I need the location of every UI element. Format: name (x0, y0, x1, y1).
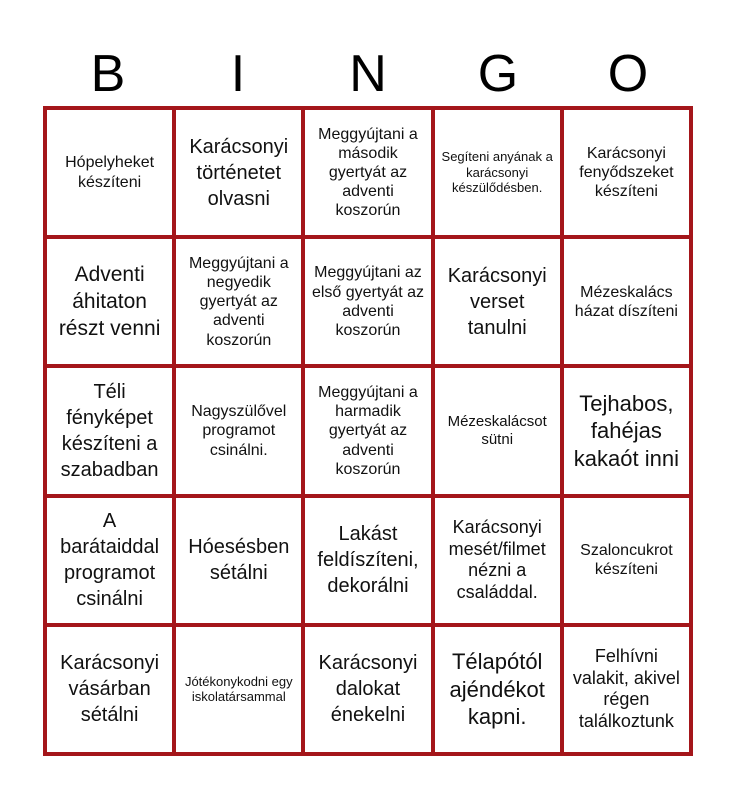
bingo-header (43, 44, 693, 104)
bingo-cell[interactable]: Karácsonyi dalokat énekelni (303, 625, 432, 754)
bingo-cell[interactable]: Meggyújtani a negyedik gyertyát az adventi koszorún (174, 237, 303, 366)
bingo-cell[interactable]: Téli fényképet készíteni a szabadban (45, 366, 174, 495)
bingo-cell[interactable]: Meggyújtani az első gyertyát az adventi koszorún (303, 237, 432, 366)
bingo-cell[interactable]: Hóesésben sétálni (174, 496, 303, 625)
bingo-cell[interactable]: Karácsonyi fenyődszeket készíteni (562, 108, 691, 237)
bingo-cell[interactable]: Karácsonyi történetet olvasni (174, 108, 303, 237)
bingo-cell[interactable]: Lakást feldíszíteni, dekorálni (303, 496, 432, 625)
bingo-cell[interactable]: Karácsonyi verset tanulni (433, 237, 562, 366)
bingo-cell[interactable]: Mézeskalácsot sütni (433, 366, 562, 495)
header-letter-b: B (90, 45, 126, 103)
bingo-cell[interactable]: Felhívni valakit, akivel régen találkoztunk (562, 625, 691, 754)
bingo-cell[interactable]: Tejhabos, fahéjas kakaót inni (562, 366, 691, 495)
bingo-cell[interactable]: Adventi áhitaton részt venni (45, 237, 174, 366)
bingo-cell[interactable]: Szaloncukrot készíteni (562, 496, 691, 625)
bingo-cell[interactable]: Hópelyheket készíteni (45, 108, 174, 237)
bingo-cell[interactable]: Karácsonyi mesét/filmet nézni a családdal. (433, 496, 562, 625)
header-letter-g: G (477, 45, 519, 103)
bingo-cell[interactable]: Nagyszülővel programot csinálni. (174, 366, 303, 495)
bingo-cell[interactable]: Meggyújtani a második gyertyát az adventi koszorún (303, 108, 432, 237)
bingo-cell[interactable]: Jótékonykodni egy iskolatársammal (174, 625, 303, 754)
bingo-board (43, 106, 693, 756)
bingo-cell[interactable]: Mézeskalács házat díszíteni (562, 237, 691, 366)
bingo-cell[interactable]: Segíteni anyának a karácsonyi készülődésben. (433, 108, 562, 237)
bingo-cell[interactable]: Meggyújtani a harmadik gyertyát az adventi koszorún (303, 366, 432, 495)
header-letter-i: I (230, 45, 246, 103)
header-letter-o: O (607, 45, 649, 103)
bingo-cell[interactable]: Télapótól ajéndékot kapni. (433, 625, 562, 754)
header-letter-n: N (349, 45, 387, 103)
bingo-cell[interactable]: Karácsonyi vásárban sétálni (45, 625, 174, 754)
bingo-cell[interactable]: A barátaiddal programot csinálni (45, 496, 174, 625)
